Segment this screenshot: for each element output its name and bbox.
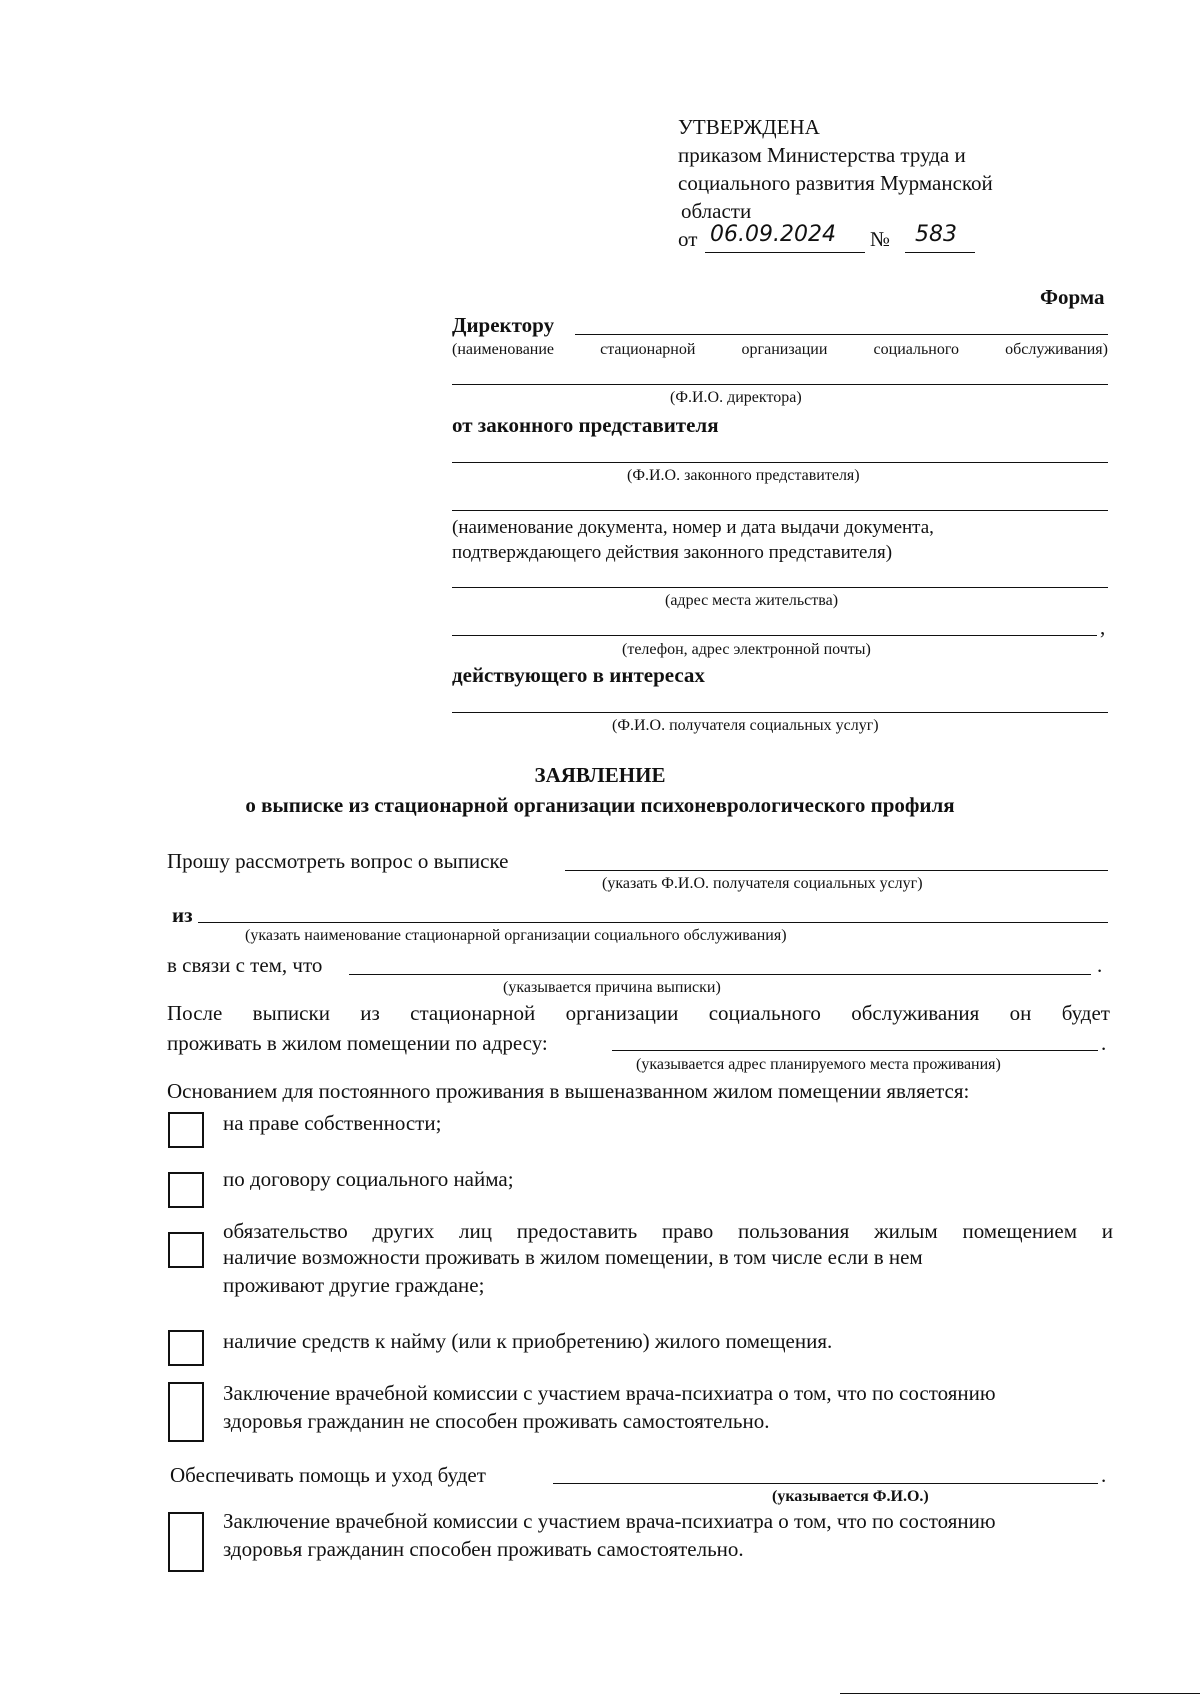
reason-label: в связи с тем, что	[167, 953, 323, 977]
approval-title: УТВЕРЖДЕНА	[678, 115, 820, 139]
approval-number-handwritten: 583	[915, 222, 957, 247]
approval-number-line	[905, 252, 975, 253]
care-period: .	[1101, 1463, 1107, 1487]
option-label-commission-not-able-1: Заключение врачебной комиссии с участием врача-психиатра о том, что по состоянию	[223, 1381, 996, 1405]
scan-artifact-line	[840, 1693, 1200, 1694]
option-label-others-obligation-1: обязательство других лиц предоставить право пользования жилым помещением и	[223, 1219, 1113, 1243]
rep-fio-line	[452, 462, 1108, 463]
after-caption: (указывается адрес планируемого места проживания)	[636, 1056, 1001, 1073]
request-label: Прошу рассмотреть вопрос о выписке	[167, 849, 509, 873]
director-line	[575, 334, 1108, 335]
contacts-comma: ,	[1100, 615, 1106, 639]
option-checkbox-commission-not-able[interactable]	[168, 1382, 204, 1442]
option-label-ownership: на праве собственности;	[223, 1111, 442, 1135]
director-label: Директору	[452, 313, 555, 337]
option-label-others-obligation-3: проживают другие граждане;	[223, 1273, 485, 1297]
basis-label: Основанием для постоянного проживания в вышеназванном жилом помещении является:	[167, 1079, 970, 1103]
from-line	[198, 922, 1108, 923]
rep-fio-caption: (Ф.И.О. законного представителя)	[627, 467, 860, 484]
option-checkbox-ownership[interactable]	[168, 1112, 204, 1148]
from-label: из	[172, 903, 193, 927]
option-checkbox-funds[interactable]	[168, 1330, 204, 1366]
statement-subtitle: о выписке из стационарной организации психоневрологического профиля	[245, 793, 955, 817]
reason-line	[349, 974, 1091, 975]
contacts-caption: (телефон, адрес электронной почты)	[622, 641, 871, 658]
address-line	[452, 587, 1108, 588]
approval-date-line	[705, 252, 865, 253]
approval-line-2: социального развития Мурманской	[678, 171, 993, 195]
approval-line-1: приказом Министерства труда и	[678, 143, 966, 167]
final-option-label-2: здоровья гражданин способен проживать самостоятельно.	[223, 1537, 744, 1561]
rep-doc-caption-2: подтверждающего действия законного представителя)	[452, 542, 893, 563]
from-caption: (указать наименование стационарной организации социального обслуживания)	[245, 927, 787, 944]
option-label-commission-not-able-2: здоровья гражданин не способен проживать самостоятельно.	[223, 1409, 770, 1433]
contacts-line	[452, 635, 1097, 636]
rep-doc-caption-1: (наименование документа, номер и дата выдачи документа,	[452, 517, 934, 538]
reason-caption: (указывается причина выписки)	[503, 979, 721, 996]
request-caption: (указать Ф.И.О. получателя социальных услуг)	[602, 875, 923, 892]
after-line-1: После выписки из стационарной организации социального обслуживания он будет	[167, 1001, 1110, 1025]
care-label: Обеспечивать помощь и уход будет	[170, 1463, 486, 1487]
address-caption: (адрес места жительства)	[665, 592, 839, 609]
director-fio-line	[452, 384, 1108, 385]
option-checkbox-commission-able[interactable]	[168, 1512, 204, 1572]
reason-period: .	[1097, 953, 1103, 977]
from-rep-label: от законного представителя	[452, 413, 719, 437]
approval-number-sign: №	[870, 227, 891, 251]
form-label: Форма	[1040, 285, 1105, 309]
statement-title: ЗАЯВЛЕНИЕ	[534, 763, 666, 787]
recipient-line	[452, 712, 1108, 713]
option-checkbox-others-obligation[interactable]	[168, 1232, 204, 1268]
after-period: .	[1101, 1031, 1107, 1055]
after-address-line	[612, 1050, 1098, 1051]
approval-line-3: области	[681, 199, 752, 223]
final-option-label-1: Заключение врачебной комиссии с участием врача-психиатра о том, что по состоянию	[223, 1509, 996, 1533]
option-label-others-obligation-2: наличие возможности проживать в жилом помещении, в том числе если в нем	[223, 1245, 923, 1269]
rep-doc-line	[452, 510, 1108, 511]
after-line-2: проживать в жилом помещении по адресу:	[167, 1031, 548, 1055]
option-checkbox-social-rent[interactable]	[168, 1172, 204, 1208]
recipient-caption: (Ф.И.О. получателя социальных услуг)	[612, 717, 879, 734]
director-caption: (наименование стационарной организации социального обслуживания)	[452, 341, 1108, 358]
acting-label: действующего в интересах	[452, 663, 705, 687]
care-caption: (указывается Ф.И.О.)	[772, 1488, 929, 1505]
option-label-funds: наличие средств к найму (или к приобретению) жилого помещения.	[223, 1329, 833, 1353]
approval-date-prefix: от	[678, 227, 698, 251]
option-label-social-rent: по договору социального найма;	[223, 1167, 514, 1191]
approval-date-handwritten: 06.09.2024	[710, 222, 836, 247]
director-fio-caption: (Ф.И.О. директора)	[670, 389, 802, 406]
request-line	[565, 870, 1108, 871]
care-line	[553, 1483, 1098, 1484]
